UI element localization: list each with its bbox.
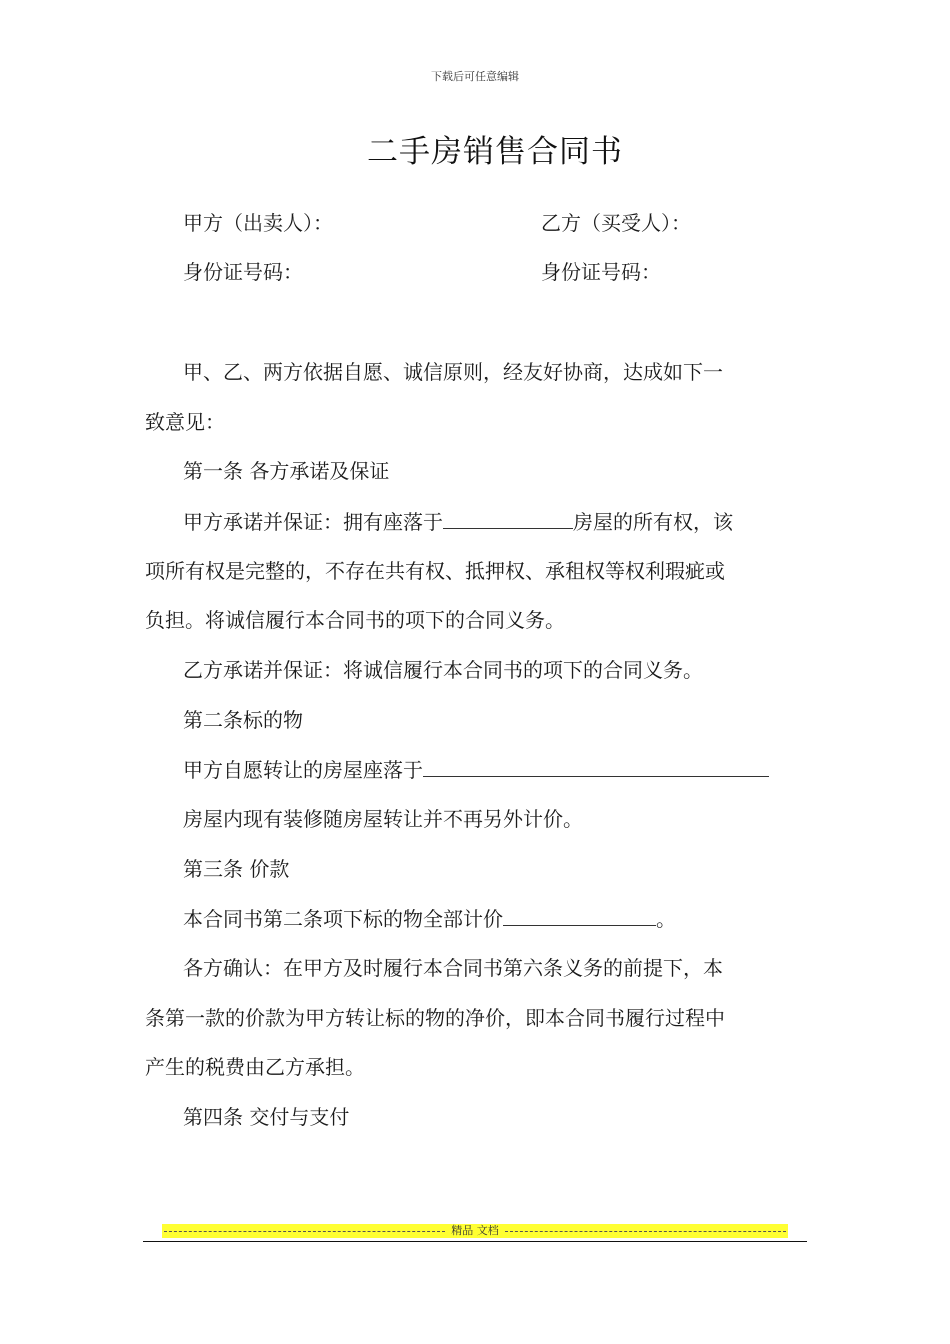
article-3-paragraph-1 [183, 903, 676, 934]
party-b-label: 乙方（买受人）： [541, 211, 691, 235]
article-3-paragraph-2-line-3: 产生的税费由乙方承担。 [145, 1055, 365, 1079]
address-blank-1 [443, 506, 573, 529]
article-3-paragraph-2-line-1: 各方确认：在甲方及时履行本合同书第六条义务的前提下，本 [183, 956, 723, 980]
article-1-p1-pre: 甲方承诺并保证：拥有座落于 [183, 510, 443, 534]
party-a-id-label: 身份证号码： [183, 260, 303, 284]
intro-line-1: 甲、乙、两方依据自愿、诚信原则，经友好协商，达成如下一 [183, 360, 723, 384]
article-3-paragraph-2-line-2: 条第一款的价款为甲方转让标的物的净价，即本合同书履行过程中 [145, 1006, 725, 1030]
article-2-p1-text: 甲方自愿转让的房屋座落于 [183, 758, 423, 782]
article-3-heading: 第三条 价款 [183, 857, 290, 881]
document-title: 二手房销售合同书 [367, 134, 623, 170]
intro-line-2: 致意见： [145, 410, 225, 434]
address-blank-2 [423, 754, 769, 777]
article-1-paragraph-1-line-1 [183, 506, 733, 537]
party-a-label: 甲方（出卖人）： [183, 211, 333, 235]
article-1-p1-post: 房屋的所有权，该 [573, 510, 733, 534]
footer-dash-left [164, 1231, 445, 1232]
price-blank [503, 903, 656, 926]
article-2-heading: 第二条标的物 [183, 708, 303, 732]
header-note: 下载后可任意编辑 [431, 70, 519, 83]
footer-text: 精品 文档 [451, 1224, 499, 1237]
footer-highlight-band [162, 1224, 788, 1238]
article-4-heading: 第四条 交付与支付 [183, 1105, 350, 1129]
article-3-p1-post: 。 [656, 907, 676, 931]
footer-rule [143, 1241, 807, 1242]
article-2-paragraph-2: 房屋内现有装修随房屋转让并不再另外计价。 [183, 807, 583, 831]
article-2-paragraph-1 [183, 754, 769, 785]
footer-dash-right [505, 1231, 786, 1232]
article-1-heading: 第一条 各方承诺及保证 [183, 459, 390, 483]
party-b-id-label: 身份证号码： [541, 260, 661, 284]
article-3-p1-pre: 本合同书第二条项下标的物全部计价 [183, 907, 503, 931]
article-1-paragraph-1-line-2: 项所有权是完整的，不存在共有权、抵押权、承租权等权利瑕疵或 [145, 559, 725, 583]
article-1-paragraph-1-line-3: 负担。将诚信履行本合同书的项下的合同义务。 [145, 608, 565, 632]
article-1-paragraph-2: 乙方承诺并保证：将诚信履行本合同书的项下的合同义务。 [183, 658, 703, 682]
